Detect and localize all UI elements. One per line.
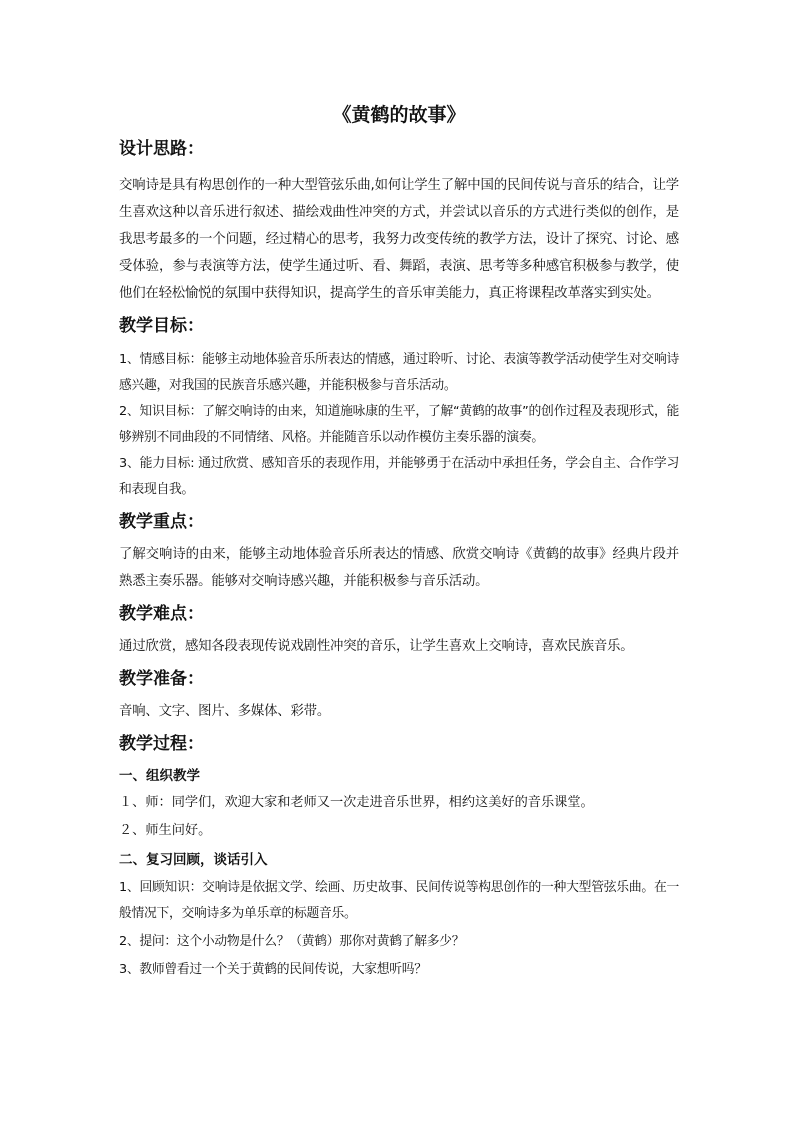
- process-part1-item-2: ２、师生问好。: [119, 823, 212, 838]
- heading-difficulty: 教学难点：: [119, 604, 204, 624]
- goal-item-1: 1、情感目标：能够主动地体验音乐所表达的情感，通过聆听、讨论、表演等教学活动使学生对交响诗感兴趣，对我国的民族音乐感兴趣，并能积极参与音乐活动。: [119, 352, 679, 393]
- difficulty-paragraph: 通过欣赏，感知各段表现传说戏剧性冲突的音乐，让学生喜欢上交响诗，喜欢民族音乐。: [119, 639, 634, 654]
- process-part2-heading: 二、复习回顾，谈话引入: [119, 852, 268, 868]
- goal-item-3: 3、能力目标: 通过欣赏、感知音乐的表现作用，并能够勇于在活动中承担任务，学会自主、合作学习和表现自我。: [119, 456, 679, 497]
- prep-paragraph: 音响、文字、图片、多媒体、彩带。: [119, 704, 331, 719]
- process-part2-item-3: 3、教师曾看过一个关于黄鹤的民间传说，大家想听吗？: [119, 962, 427, 977]
- heading-goals: 教学目标：: [119, 316, 204, 336]
- process-part1-item-1: １、师：同学们，欢迎大家和老师又一次走进音乐世界，相约这美好的音乐课堂。: [119, 795, 594, 810]
- document-body: [119, 100, 679, 983]
- key-paragraph: 了解交响诗的由来，能够主动地体验音乐所表达的情感、欣赏交响诗《黄鹤的故事》经典片段并熟悉主奏乐器。能够对交响诗感兴趣，并能积极参与音乐活动。: [119, 547, 679, 589]
- heading-process: 教学过程：: [119, 734, 204, 754]
- heading-key: 教学重点：: [119, 512, 204, 532]
- heading-design: 设计思路：: [119, 139, 204, 159]
- document-title: 《黄鹤的故事》: [332, 104, 466, 126]
- goal-item-2: 2、知识目标：了解交响诗的由来，知道施咏康的生平，了解“黄鹤的故事”的创作过程及表现形式，能够辨别不同曲段的不同情绪、风格。并能随音乐以动作模仿主奏乐器的演奏。: [119, 404, 679, 445]
- process-part2-item-1: 1、回顾知识：交响诗是依据文学、绘画、历史故事、民间传说等构思创作的一种大型管弦乐曲。在一般情况下，交响诗多为单乐章的标题音乐。: [119, 880, 679, 921]
- design-paragraph: 交响诗是具有构思创作的一种大型管弦乐曲,如何让学生了解中国的民间传说与音乐的结合，让学生喜欢这种以音乐进行叙述、描绘戏曲性冲突的方式，并尝试以音乐的方式进行类似的创作，是我思考最多的一个问题，经过精心的思考，我努力改变传统的教学方法，设计了探究、讨论、感受体验，参与表演等方法，使学生通过听、看、舞蹈，表演、思考等多种感官积极参与教学，使他们在轻松愉悦的氛围中获得知识，提高学生的音乐审美能力，真正将课程改革落实到实处。: [119, 178, 679, 301]
- process-part2-item-2: 2、提问：这个小动物是什么？（黄鹤）那你对黄鹤了解多少？: [119, 934, 465, 949]
- process-part1-heading: 一、组织教学: [119, 768, 200, 784]
- heading-prep: 教学准备：: [119, 669, 204, 689]
